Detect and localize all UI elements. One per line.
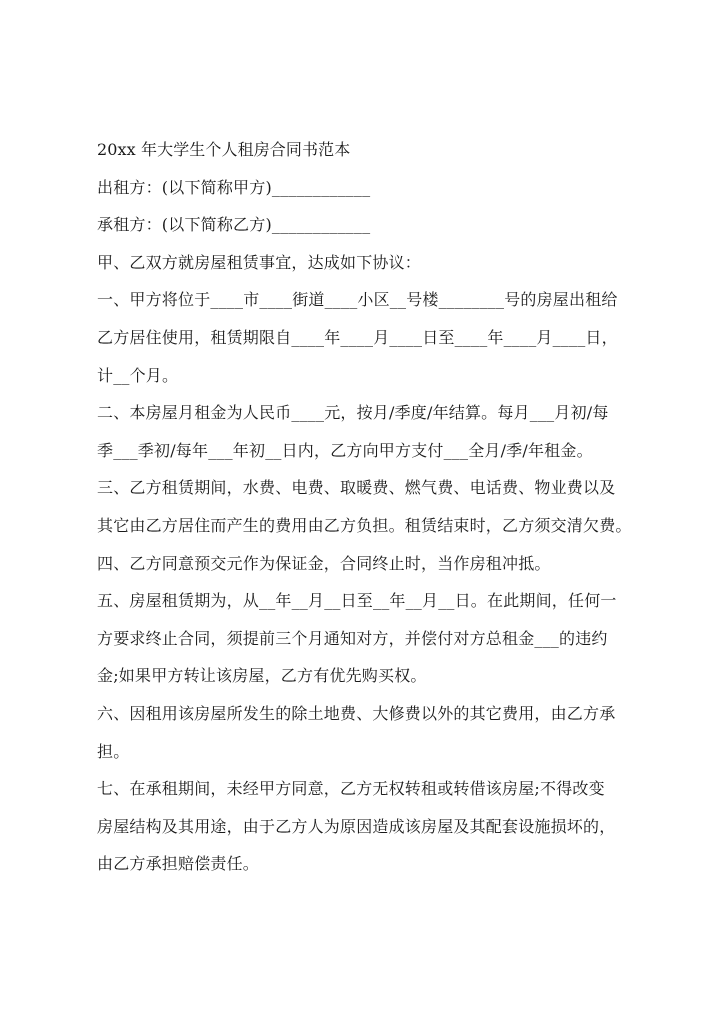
clause-2-line-1: 二、本房屋月租金为人民币____元，按月/季度/年结算。每月___月初/每 [97, 403, 609, 423]
lessor-line: 出租方：(以下简称甲方)____________ [97, 177, 371, 197]
clause-5-line-2: 方要求终止合同，须提前三个月通知对方，并偿付对方总租金___的违约 [97, 628, 608, 648]
lessee-line: 承租方：(以下简称乙方)____________ [97, 215, 371, 235]
clause-4-line-1: 四、乙方同意预交元作为保证金，合同终止时，当作房租冲抵。 [97, 553, 551, 573]
clause-7-line-1: 七、在承租期间，未经甲方同意，乙方无权转租或转借该房屋;不得改变 [97, 779, 605, 799]
clause-3-line-2: 其它由乙方居住而产生的费用由乙方负担。租赁结束时，乙方须交清欠费。 [97, 515, 632, 535]
clause-1-line-3: 计__个月。 [97, 365, 179, 385]
clause-6-line-2: 担。 [97, 741, 130, 761]
clause-1-line-2: 乙方居住使用，租赁期限自____年____月____日至____年____月____日， [97, 327, 618, 347]
clause-2-line-2: 季___季初/每年___年初__日内，乙方向甲方支付___全月/季/年租金。 [97, 440, 593, 460]
clause-6-line-1: 六、因租用该房屋所发生的除土地费、大修费以外的其它费用，由乙方承 [97, 703, 616, 723]
clause-3-line-1: 三、乙方租赁期间，水费、电费、取暖费、燃气费、电话费、物业费以及 [97, 478, 616, 498]
clause-7-line-2: 房屋结构及其用途，由于乙方人为原因造成该房屋及其配套设施损坏的， [97, 816, 616, 836]
clause-7-line-3: 由乙方承担赔偿责任。 [97, 854, 260, 874]
clause-1-line-1: 一、甲方将位于____市____街道____小区__号楼________号的房屋出租给 [97, 290, 618, 310]
document-title: 20xx 年大学生个人租房合同书范本 [97, 140, 351, 159]
clause-5-line-1: 五、房屋租赁期为，从__年__月__日至__年__月__日。在此期间，任何一 [97, 591, 617, 611]
clause-5-line-3: 金;如果甲方转让该房屋，乙方有优先购买权。 [97, 666, 427, 686]
agreement-intro: 甲、乙双方就房屋租赁事宜，达成如下协议： [97, 252, 422, 272]
document-body [97, 131, 633, 883]
